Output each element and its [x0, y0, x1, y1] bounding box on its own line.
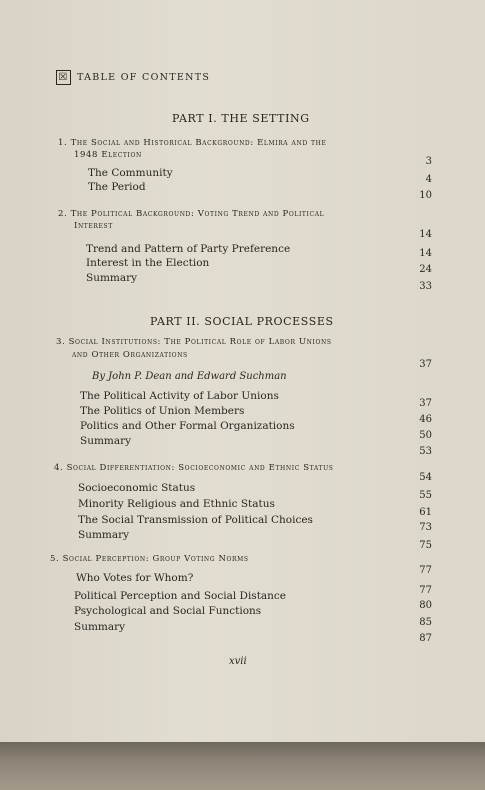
section-title: Socioeconomic Status — [78, 482, 196, 494]
page-number: 4 — [425, 174, 432, 185]
section-title: The Social Transmission of Political Choices — [78, 514, 313, 526]
page-number: 87 — [419, 633, 432, 644]
page-number: 46 — [419, 414, 432, 425]
chapter-title: 3. Social Institutions: The Political Role of Labor Unions — [56, 337, 332, 347]
section-title: The Politics of Union Members — [80, 405, 245, 417]
page-folio: xvii — [229, 656, 247, 667]
chapter-title-cont: and Other Organizations — [72, 350, 188, 360]
section-title: Psychological and Social Functions — [74, 605, 262, 617]
page-number: 85 — [419, 617, 432, 628]
section-title: The Period — [88, 181, 146, 193]
chapter-title-cont: Interest — [74, 221, 113, 231]
page-number: 53 — [419, 446, 432, 457]
chapter-title-cont: 1948 Election — [74, 150, 142, 160]
page-edge-shadow — [0, 742, 485, 790]
page-number: 37 — [419, 398, 432, 409]
section-title: Summary — [74, 621, 126, 633]
page-number: 75 — [419, 540, 432, 551]
section-title: Summary — [86, 272, 138, 284]
chapter-author: By John P. Dean and Edward Suchman — [92, 371, 287, 382]
section-title: Political Perception and Social Distance — [74, 590, 287, 602]
page-number: 14 — [419, 229, 432, 240]
page-number: 80 — [419, 600, 432, 611]
section-title: The Community — [88, 167, 173, 179]
page-number: 50 — [419, 430, 432, 441]
page-number: 10 — [419, 190, 432, 201]
toc-title: TABLE OF CONTENTS — [77, 72, 211, 83]
part-title: PART II. SOCIAL PROCESSES — [150, 315, 334, 328]
section-title: Politics and Other Formal Organizations — [80, 420, 295, 432]
page-number: 14 — [419, 248, 432, 259]
page-number: 24 — [419, 264, 432, 275]
section-title: Summary — [78, 529, 130, 541]
chapter-title: 5. Social Perception: Group Voting Norms — [50, 554, 249, 564]
section-title: Who Votes for Whom? — [76, 572, 194, 584]
page-number: 77 — [419, 565, 432, 576]
page-number: 61 — [419, 507, 432, 518]
page-number: 3 — [425, 156, 432, 167]
page-number: 37 — [419, 359, 432, 370]
chapter-title: 1. The Social and Historical Background: Elmira and the — [58, 138, 327, 148]
page-number: 54 — [419, 472, 432, 483]
section-title: Trend and Pattern of Party Preference — [86, 243, 291, 255]
section-title: Interest in the Election — [86, 257, 210, 269]
chapter-title: 4. Social Differentiation: Socioeconomic and Ethnic Status — [54, 463, 334, 473]
section-title: Summary — [80, 435, 132, 447]
section-title: Minority Religious and Ethnic Status — [78, 498, 275, 510]
section-title: The Political Activity of Labor Unions — [80, 390, 279, 402]
page-number: 77 — [419, 585, 432, 596]
page-number: 33 — [419, 281, 432, 292]
page-number: 73 — [419, 522, 432, 533]
part-title: PART I. THE SETTING — [172, 112, 310, 125]
page-number: 55 — [419, 490, 432, 501]
chapter-title: 2. The Political Background: Voting Trend and Political — [58, 209, 325, 219]
checkbox-icon: ☒ — [56, 70, 71, 85]
toc-header — [56, 70, 210, 85]
